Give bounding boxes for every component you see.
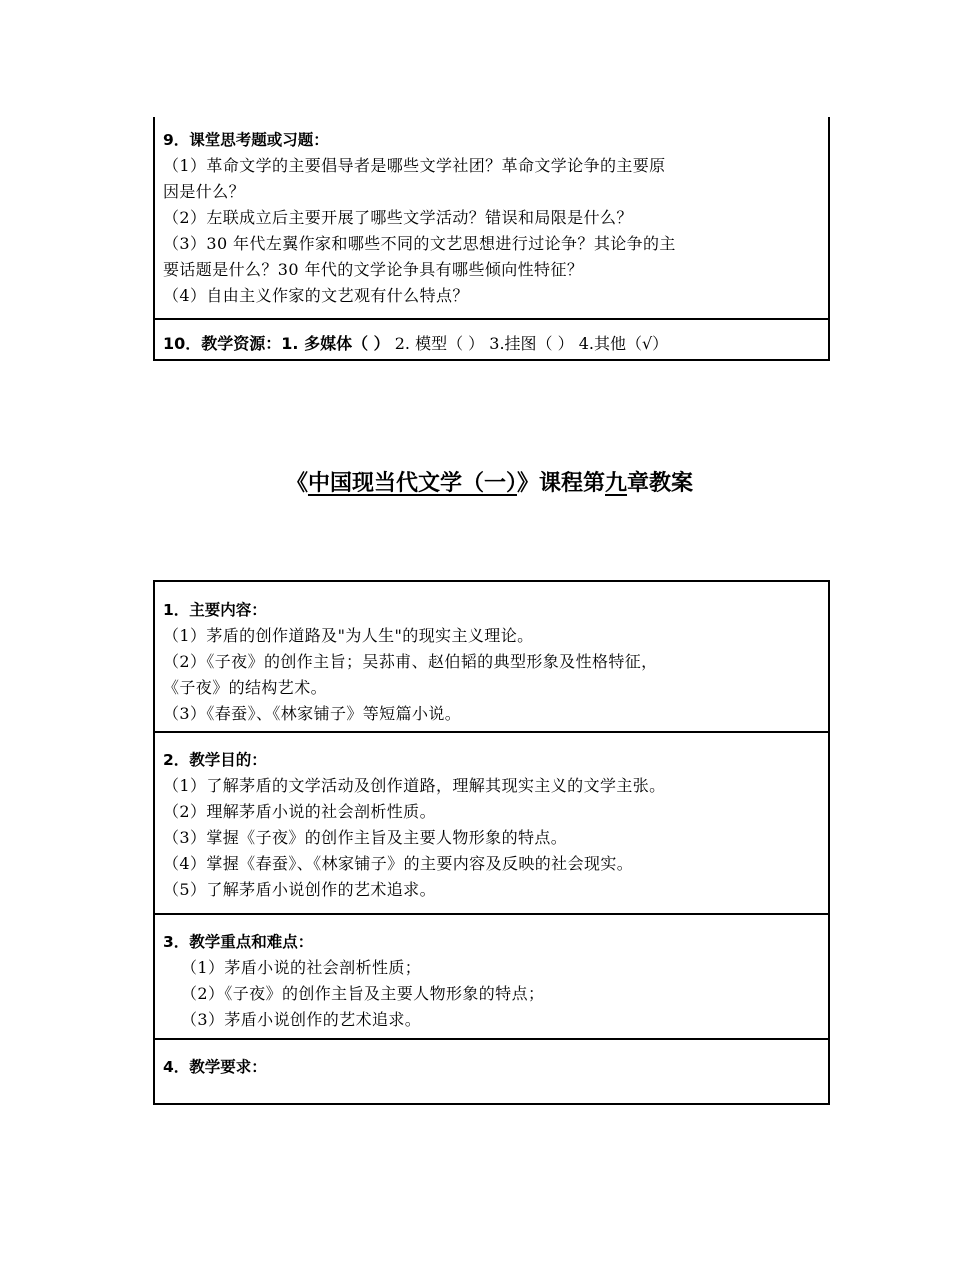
exercise-line: （1）革命文学的主要倡导者是哪些文学社团？革命文学论争的主要原 xyxy=(163,156,666,175)
teaching-resources-row xyxy=(155,331,828,357)
exercise-line: （3）30 年代左翼作家和哪些不同的文艺思想进行过论争？其论争的主 xyxy=(163,234,676,253)
teaching-aims-heading: 2．教学目的： xyxy=(163,751,267,769)
aim-line: （3）掌握《子夜》的创作主旨及主要人物形象的特点。 xyxy=(163,828,568,847)
requirements-cell xyxy=(155,1054,828,1080)
content-line: （2）《子夜》的创作主旨；吴荪甫、赵伯韬的典型形象及性格特征， xyxy=(163,652,658,671)
course-name: 中国现当代文学（一） xyxy=(307,471,517,496)
lesson-plan-table xyxy=(153,580,830,1105)
title-open: 《 xyxy=(285,471,308,496)
aim-line: （4）掌握《春蚕》、《林家铺子》的主要内容及反映的社会现实。 xyxy=(163,854,634,873)
row-divider xyxy=(155,318,828,320)
content-line: （3）《春蚕》、《林家铺子》等短篇小说。 xyxy=(163,704,462,723)
main-content-cell xyxy=(155,597,828,727)
key-point-line: （3）茅盾小说创作的艺术追求。 xyxy=(181,1010,422,1029)
aim-line: （1）了解茅盾的文学活动及创作道路，理解其现实主义的文学主张。 xyxy=(163,776,666,795)
exercises-heading: 9．课堂思考题或习题： xyxy=(163,131,329,149)
key-points-heading: 3．教学重点和难点： xyxy=(163,933,314,951)
resource-model: 2. 模型（ ） xyxy=(389,334,485,353)
content-line: （1）茅盾的创作道路及"为人生"的现实主义理论。 xyxy=(163,626,534,645)
resources-label: 10．教学资源： xyxy=(163,334,282,353)
requirements-heading: 4．教学要求： xyxy=(163,1058,267,1076)
resource-other: 4.其他（√） xyxy=(573,334,669,353)
exercises-table xyxy=(153,117,830,361)
key-point-line: （2）《子夜》的创作主旨及主要人物形象的特点； xyxy=(181,984,545,1003)
exercise-line: 因是什么？ xyxy=(163,182,246,201)
aim-line: （2）理解茅盾小说的社会剖析性质。 xyxy=(163,802,436,821)
page-title xyxy=(0,467,979,501)
aim-line: （5）了解茅盾小说创作的艺术追求。 xyxy=(163,880,436,899)
main-content-heading: 1．主要内容： xyxy=(163,601,267,619)
content-line: 《子夜》的结构艺术。 xyxy=(163,678,328,697)
exercise-line: （4）自由主义作家的文艺观有什么特点？ xyxy=(163,286,469,305)
resource-multimedia: 1. 多媒体（ ） xyxy=(281,334,390,353)
row-divider xyxy=(155,913,828,915)
title-end: 章教案 xyxy=(627,471,694,496)
row-divider xyxy=(155,731,828,733)
resource-wall-chart: 3.挂图（ ） xyxy=(484,334,574,353)
exercise-line: （2）左联成立后主要开展了哪些文学活动？错误和局限是什么？ xyxy=(163,208,633,227)
teaching-aims-cell xyxy=(155,747,828,903)
exercise-line: 要话题是什么？30 年代的文学论争具有哪些倾向性特征？ xyxy=(163,260,584,279)
title-mid: 》课程第 xyxy=(516,471,605,496)
key-point-line: （1）茅盾小说的社会剖析性质； xyxy=(181,958,422,977)
row-divider xyxy=(155,1038,828,1040)
exercises-cell xyxy=(155,127,828,309)
chapter-number: 九 xyxy=(605,471,628,496)
key-points-cell xyxy=(155,929,828,1033)
